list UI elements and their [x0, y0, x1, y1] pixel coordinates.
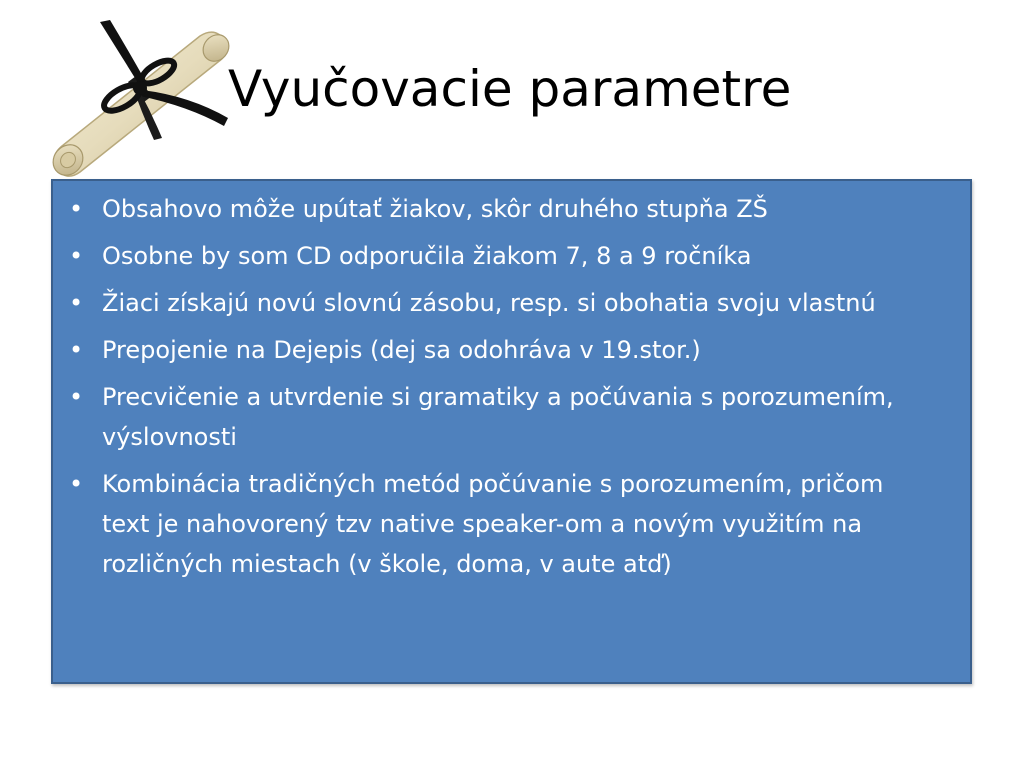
- bullet-item: [67, 236, 930, 276]
- bullet-text: Kombinácia tradičných metód počúvanie s porozumením, pričom text je nahovorený tzv native speaker-om a novým využitím na rozličných miestach (v škole, doma, v aute atď): [102, 470, 884, 578]
- bullet-text: Precvičenie a utvrdenie si gramatiky a počúvania s porozumením, výslovnosti: [102, 383, 894, 451]
- bullet-icon: •: [69, 289, 84, 317]
- content-box: [51, 179, 972, 684]
- bullet-icon: •: [69, 195, 84, 223]
- bullet-list: [53, 181, 970, 584]
- bullet-icon: •: [69, 242, 84, 270]
- bullet-icon: •: [69, 470, 84, 498]
- bullet-item: [67, 377, 930, 457]
- bullet-item: [67, 464, 930, 584]
- bullet-icon: •: [69, 336, 84, 364]
- bullet-text: Osobne by som CD odporučila žiakom 7, 8 a 9 ročníka: [102, 242, 752, 270]
- bullet-item: [67, 189, 930, 229]
- bullet-icon: •: [69, 383, 84, 411]
- bullet-item: [67, 330, 930, 370]
- bullet-text: Žiaci získajú novú slovnú zásobu, resp. si obohatia svoju vlastnú: [102, 289, 876, 317]
- bullet-text: Prepojenie na Dejepis (dej sa odohráva v 19.stor.): [102, 336, 701, 364]
- slide-title: Vyučovacie parametre: [228, 60, 792, 118]
- bullet-item: [67, 283, 930, 323]
- bullet-text: Obsahovo môže upútať žiakov, skôr druhého stupňa ZŠ: [102, 195, 768, 223]
- diploma-scroll-icon: [40, 14, 240, 184]
